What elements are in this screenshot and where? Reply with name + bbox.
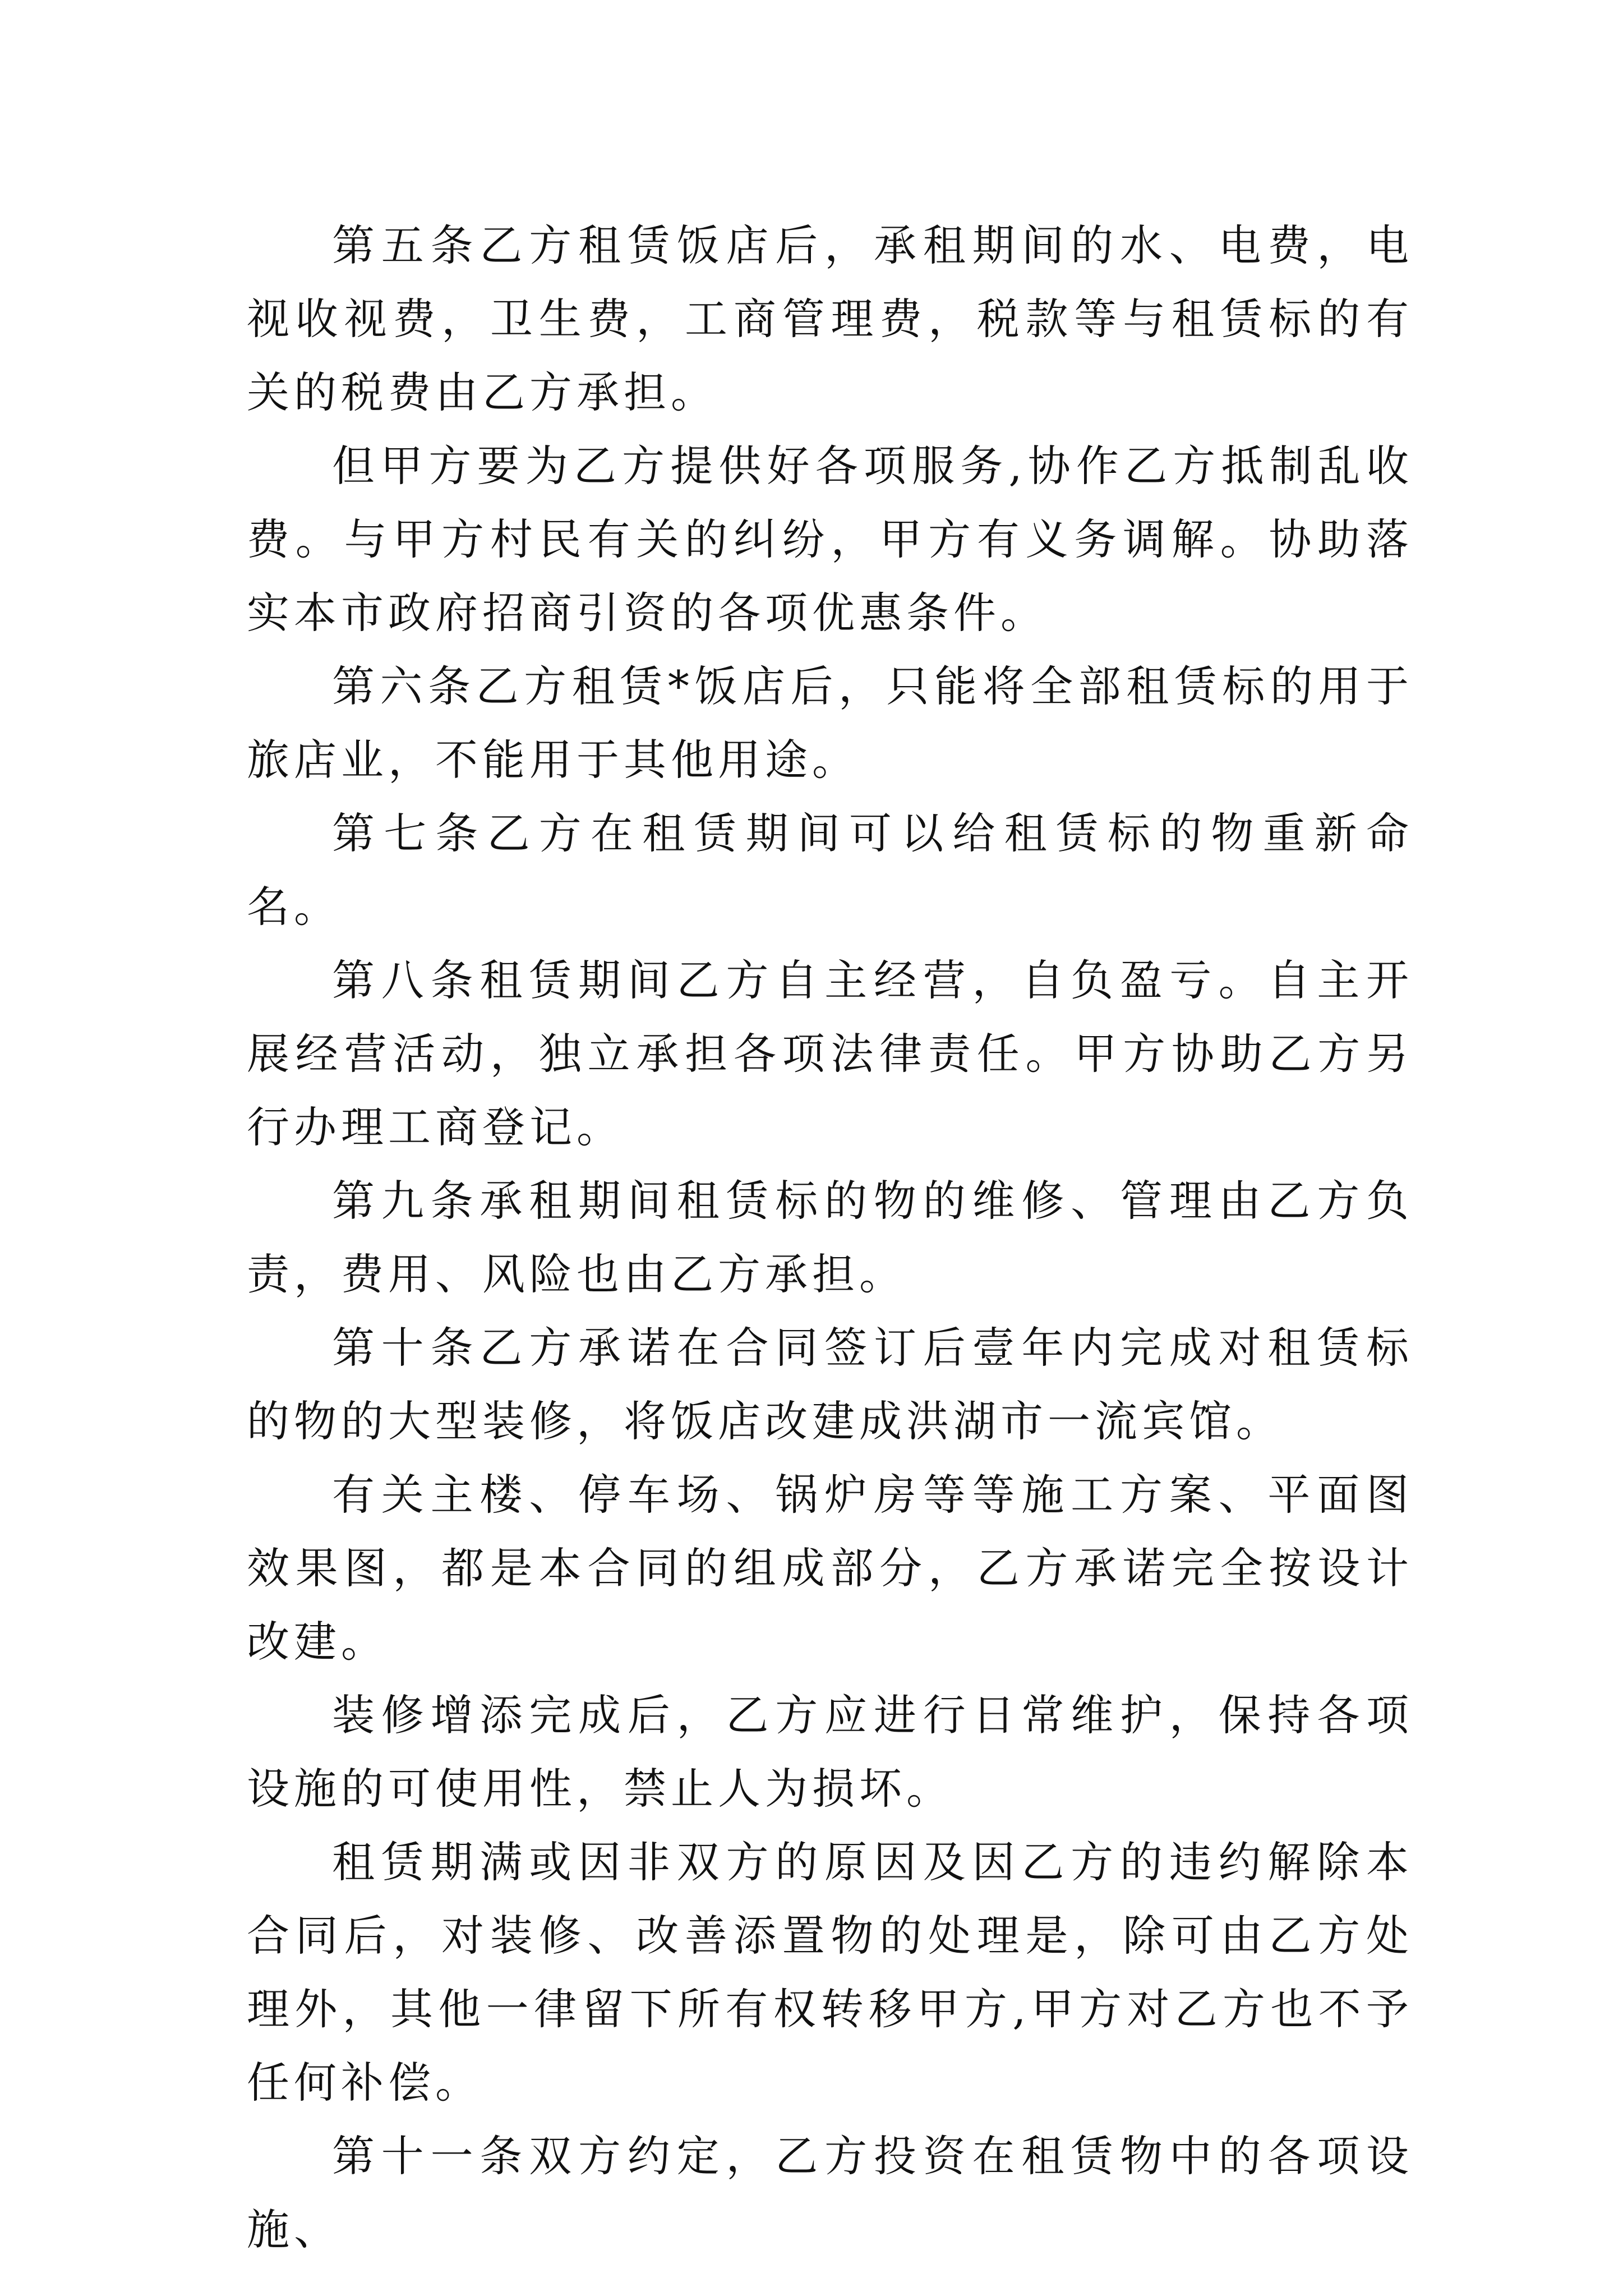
paragraph-article-5: 第五条乙方租赁饭店后，承租期间的水、电费，电视收视费，卫生费，工商管理费，税款等与租赁标的有关的税费由乙方承担。 (247, 220, 1413, 417)
document-body (247, 209, 1413, 2266)
paragraph-construction-plans: 有关主楼、停车场、锅炉房等等施工方案、平面图效果图，都是本合同的组成部分，乙方承诺完全按设计改建。 (247, 1470, 1413, 1667)
paragraph-article-8: 第八条租赁期间乙方自主经营，自负盈亏。自主开展经营活动，独立承担各项法律责任。甲方协助乙方另行办理工商登记。 (247, 955, 1413, 1152)
paragraph-article-6: 第六条乙方租赁*饭店后，只能将全部租赁标的用于旅店业，不能用于其他用途。 (247, 661, 1413, 785)
paragraph-article-7: 第七条乙方在租赁期间可以给租赁标的物重新命名。 (247, 808, 1413, 932)
paragraph-maintenance: 装修增添完成后，乙方应进行日常维护，保持各项设施的可使用性，禁止人为损坏。 (247, 1690, 1413, 1814)
paragraph-lease-expiry: 租赁期满或因非双方的原因及因乙方的违约解除本合同后，对装修、改善添置物的处理是，除可由乙方处理外，其他一律留下所有权转移甲方,甲方对乙方也不予任何补偿。 (247, 1837, 1413, 2108)
paragraph-article-9: 第九条承租期间租赁标的物的维修、管理由乙方负责，费用、风险也由乙方承担。 (247, 1176, 1413, 1299)
paragraph-party-a-services: 但甲方要为乙方提供好各项服务,协作乙方抵制乱收费。与甲方村民有关的纠纷，甲方有义务调解。协助落实本市政府招商引资的各项优惠条件。 (247, 441, 1413, 638)
paragraph-article-10: 第十条乙方承诺在合同签订后壹年内完成对租赁标的物的大型装修，将饭店改建成洪湖市一流宾馆。 (247, 1323, 1413, 1446)
paragraph-article-11: 第十一条双方约定，乙方投资在租赁物中的各项设施、 (247, 2131, 1413, 2254)
